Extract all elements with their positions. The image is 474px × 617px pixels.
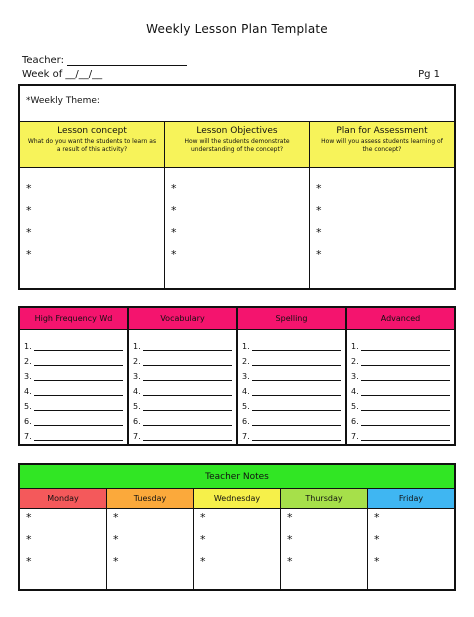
bullet-icon: *	[171, 204, 177, 217]
list-item[interactable]	[133, 396, 232, 411]
header-thursday: Thursday	[281, 489, 368, 508]
advanced-column	[347, 308, 454, 444]
list-number: 3.	[242, 372, 250, 381]
header-tuesday: Tuesday	[107, 489, 194, 508]
blank-line[interactable]	[34, 343, 123, 351]
bullet-icon: *	[316, 248, 322, 261]
blank-line[interactable]	[34, 418, 123, 426]
list-item[interactable]	[24, 366, 123, 381]
week-date-placeholder[interactable]: __/__/__	[65, 69, 103, 80]
teacher-blank-line[interactable]	[67, 65, 187, 66]
bullet-icon: *	[171, 226, 177, 239]
list-number: 7.	[351, 432, 359, 441]
bullet-icon: *	[26, 555, 32, 568]
word-lists-section	[18, 306, 456, 446]
bullet-icon: *	[200, 511, 206, 524]
list-number: 6.	[242, 417, 250, 426]
header-vocabulary: Vocabulary	[129, 308, 236, 330]
blank-line[interactable]	[34, 433, 123, 441]
list-item[interactable]	[24, 411, 123, 426]
week-label: Week of	[22, 69, 63, 80]
list-number: 2.	[242, 357, 250, 366]
list-number: 1.	[351, 342, 359, 351]
lesson-planning-section	[18, 84, 456, 290]
weekday-headers	[20, 489, 454, 509]
thursday-notes-cell[interactable]	[281, 509, 368, 589]
bullet-icon: *	[26, 204, 32, 217]
list-number: 6.	[133, 417, 141, 426]
vocabulary-column	[129, 308, 238, 444]
list-number: 5.	[133, 402, 141, 411]
blank-line[interactable]	[252, 373, 341, 381]
list-number: 3.	[133, 372, 141, 381]
header-plan-for-assessment-title: Plan for Assessment	[336, 126, 428, 136]
teacher-notes-section	[18, 463, 456, 591]
list-item[interactable]	[351, 396, 450, 411]
list-item[interactable]	[242, 396, 341, 411]
list-item[interactable]	[351, 366, 450, 381]
list-number: 5.	[24, 402, 32, 411]
list-item[interactable]	[24, 351, 123, 366]
header-lesson-objectives-subtext: How will the students demonstrate understanding of the concept?	[184, 138, 290, 153]
list-number: 3.	[351, 372, 359, 381]
blank-line[interactable]	[143, 358, 232, 366]
list-item[interactable]	[133, 381, 232, 396]
monday-notes-cell[interactable]	[20, 509, 107, 589]
friday-notes-cell[interactable]	[368, 509, 454, 589]
list-item[interactable]	[133, 351, 232, 366]
bullet-icon: *	[374, 533, 380, 546]
bullet-icon: *	[171, 182, 177, 195]
header-lesson-concept-subtext: What do you want the students to learn as a result of this activity?	[27, 138, 157, 153]
spelling-column	[238, 308, 347, 444]
blank-line[interactable]	[252, 388, 341, 396]
teacher-notes-title: Teacher Notes	[20, 465, 454, 489]
bullet-icon: *	[200, 533, 206, 546]
list-number: 4.	[351, 387, 359, 396]
list-item[interactable]	[24, 381, 123, 396]
bullet-icon: *	[374, 511, 380, 524]
list-item[interactable]	[242, 351, 341, 366]
lesson-planning-body	[20, 168, 454, 288]
list-item[interactable]	[242, 336, 341, 351]
list-number: 2.	[351, 357, 359, 366]
list-item[interactable]	[242, 381, 341, 396]
weekly-theme-label: *Weekly Theme:	[26, 96, 100, 106]
list-item[interactable]	[133, 336, 232, 351]
blank-line[interactable]	[143, 403, 232, 411]
list-item[interactable]	[242, 411, 341, 426]
header-friday: Friday	[368, 489, 454, 508]
bullet-icon: *	[26, 248, 32, 261]
blank-line[interactable]	[361, 343, 450, 351]
page-title: Weekly Lesson Plan Template	[146, 22, 328, 36]
high-frequency-words-list	[20, 330, 127, 441]
lesson-concept-cell[interactable]	[20, 168, 165, 288]
high-frequency-words-column	[20, 308, 129, 444]
list-number: 5.	[242, 402, 250, 411]
list-number: 7.	[24, 432, 32, 441]
list-item[interactable]	[351, 426, 450, 441]
bullet-icon: *	[316, 204, 322, 217]
list-number: 4.	[242, 387, 250, 396]
list-number: 7.	[242, 432, 250, 441]
blank-line[interactable]	[252, 403, 341, 411]
blank-line[interactable]	[143, 388, 232, 396]
header-lesson-objectives-title: Lesson Objectives	[196, 126, 278, 136]
blank-line[interactable]	[361, 433, 450, 441]
page-number: Pg 1	[418, 69, 440, 80]
blank-line[interactable]	[34, 403, 123, 411]
bullet-icon: *	[200, 555, 206, 568]
bullet-icon: *	[287, 555, 293, 568]
blank-line[interactable]	[143, 433, 232, 441]
header-lesson-concept	[20, 122, 165, 167]
weekly-theme-row[interactable]	[20, 86, 454, 122]
bullet-icon: *	[26, 511, 32, 524]
bullet-icon: *	[113, 555, 119, 568]
list-item[interactable]	[24, 426, 123, 441]
list-number: 1.	[133, 342, 141, 351]
teacher-label: Teacher:	[22, 55, 64, 66]
header-lesson-objectives	[165, 122, 310, 167]
list-number: 4.	[24, 387, 32, 396]
blank-line[interactable]	[361, 358, 450, 366]
bullet-icon: *	[374, 555, 380, 568]
lesson-planning-headers	[20, 122, 454, 168]
list-number: 3.	[24, 372, 32, 381]
list-item[interactable]	[24, 336, 123, 351]
list-number: 6.	[24, 417, 32, 426]
blank-line[interactable]	[361, 403, 450, 411]
list-item[interactable]	[351, 351, 450, 366]
bullet-icon: *	[287, 511, 293, 524]
blank-line[interactable]	[143, 418, 232, 426]
vocabulary-list	[129, 330, 236, 441]
list-item[interactable]	[133, 411, 232, 426]
list-number: 4.	[133, 387, 141, 396]
list-item[interactable]	[133, 366, 232, 381]
list-item[interactable]	[351, 336, 450, 351]
bullet-icon: *	[26, 533, 32, 546]
bullet-icon: *	[287, 533, 293, 546]
blank-line[interactable]	[361, 388, 450, 396]
blank-line[interactable]	[361, 373, 450, 381]
bullet-icon: *	[113, 533, 119, 546]
bullet-icon: *	[316, 182, 322, 195]
header-spelling: Spelling	[238, 308, 345, 330]
blank-line[interactable]	[143, 343, 232, 351]
plan-for-assessment-cell[interactable]	[310, 168, 454, 288]
blank-line[interactable]	[252, 433, 341, 441]
list-item[interactable]	[24, 396, 123, 411]
header-wednesday: Wednesday	[194, 489, 281, 508]
spelling-list	[238, 330, 345, 441]
list-number: 5.	[351, 402, 359, 411]
header-advanced: Advanced	[347, 308, 454, 330]
blank-line[interactable]	[34, 373, 123, 381]
blank-line[interactable]	[143, 373, 232, 381]
list-number: 1.	[24, 342, 32, 351]
list-item[interactable]	[242, 426, 341, 441]
bullet-icon: *	[26, 226, 32, 239]
list-number: 7.	[133, 432, 141, 441]
bullet-icon: *	[316, 226, 322, 239]
blank-line[interactable]	[252, 358, 341, 366]
header-plan-for-assessment-subtext: How will you assess students learning of the concept?	[321, 138, 443, 153]
list-item[interactable]	[133, 426, 232, 441]
blank-line[interactable]	[34, 358, 123, 366]
header-high-frequency-words: High Frequency Wd	[20, 308, 127, 330]
blank-line[interactable]	[252, 343, 341, 351]
teacher-notes-body	[20, 509, 454, 589]
header-plan-for-assessment	[310, 122, 454, 167]
list-number: 6.	[351, 417, 359, 426]
bullet-icon: *	[113, 511, 119, 524]
week-field[interactable]	[22, 69, 102, 80]
list-number: 2.	[133, 357, 141, 366]
bullet-icon: *	[171, 248, 177, 261]
blank-line[interactable]	[34, 388, 123, 396]
list-item[interactable]	[242, 366, 341, 381]
blank-line[interactable]	[252, 418, 341, 426]
blank-line[interactable]	[361, 418, 450, 426]
list-number: 1.	[242, 342, 250, 351]
tuesday-notes-cell[interactable]	[107, 509, 194, 589]
list-number: 2.	[24, 357, 32, 366]
list-item[interactable]	[351, 381, 450, 396]
advanced-list	[347, 330, 454, 441]
bullet-icon: *	[26, 182, 32, 195]
header-lesson-concept-title: Lesson concept	[57, 126, 127, 136]
lesson-objectives-cell[interactable]	[165, 168, 310, 288]
wednesday-notes-cell[interactable]	[194, 509, 281, 589]
header-monday: Monday	[20, 489, 107, 508]
list-item[interactable]	[351, 411, 450, 426]
teacher-field[interactable]	[22, 55, 187, 66]
